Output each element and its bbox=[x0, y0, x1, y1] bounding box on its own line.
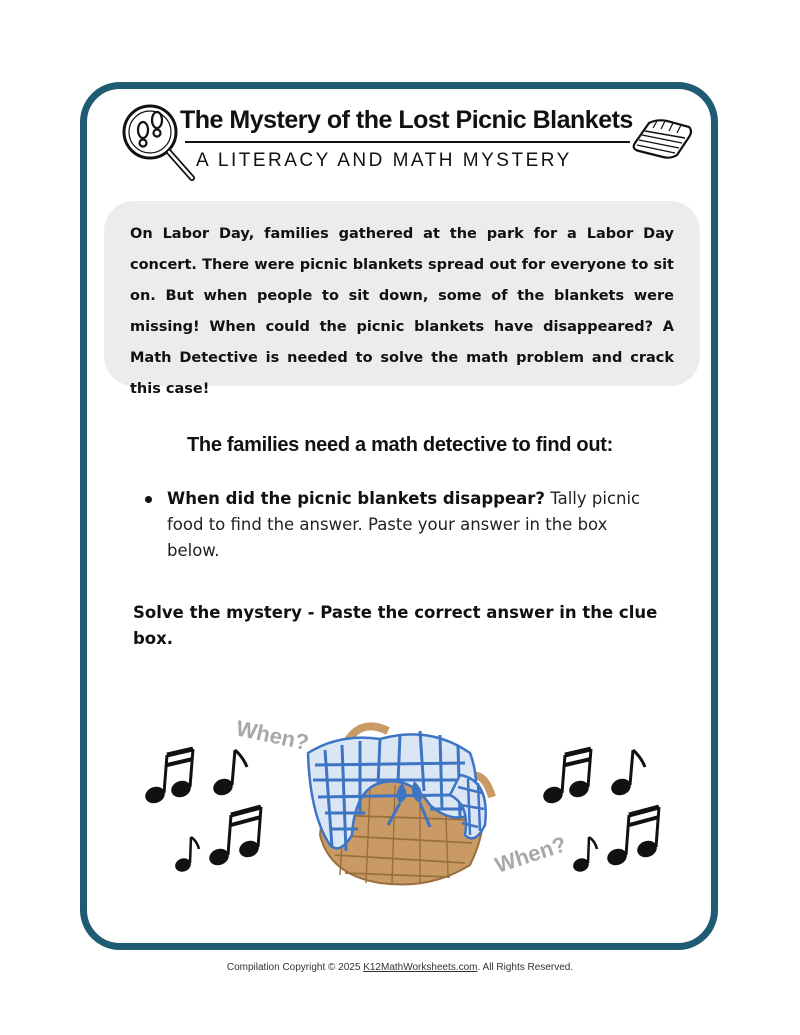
task-instructions: Tally picnic food to find the answer. Paste your answer in the box below. bbox=[167, 489, 641, 560]
title-divider bbox=[185, 141, 630, 143]
story-text: On Labor Day, families gathered at the park for a Labor Day concert. There were picnic blankets spread out for everyone to sit on. But when people to sit down, some of the blankets were missing! When could the picnic blankets have disappeared? A Math Detective is needed to solve the math problem and crack this case! bbox=[130, 226, 674, 397]
task-question: When did the picnic blankets disappear? bbox=[167, 489, 545, 508]
folded-blanket-icon bbox=[627, 113, 697, 163]
picnic-illustration bbox=[130, 705, 690, 905]
music-notes-left-icon bbox=[143, 749, 261, 874]
when-label-right: When? bbox=[491, 831, 570, 878]
copyright-footer bbox=[0, 962, 800, 973]
task-list bbox=[140, 486, 660, 564]
solve-instruction: Solve the mystery - Paste the correct answer in the clue box. bbox=[133, 603, 658, 648]
footer-suffix: . All Rights Reserved. bbox=[477, 962, 574, 973]
when-label-left: When? bbox=[233, 715, 311, 756]
page-subtitle: A LITERACY AND MATH MYSTERY bbox=[196, 150, 572, 171]
page-title: The Mystery of the Lost Picnic Blankets bbox=[180, 106, 633, 134]
question-heading: The families need a math detective to find out: bbox=[187, 434, 613, 456]
picnic-basket-icon bbox=[308, 726, 492, 885]
story-box bbox=[104, 201, 700, 397]
footer-site-link[interactable]: K12MathWorksheets.com bbox=[363, 962, 478, 973]
list-item bbox=[140, 486, 660, 564]
bullet-icon bbox=[145, 496, 152, 503]
footer-prefix: Compilation Copyright © 2025 bbox=[226, 962, 364, 973]
